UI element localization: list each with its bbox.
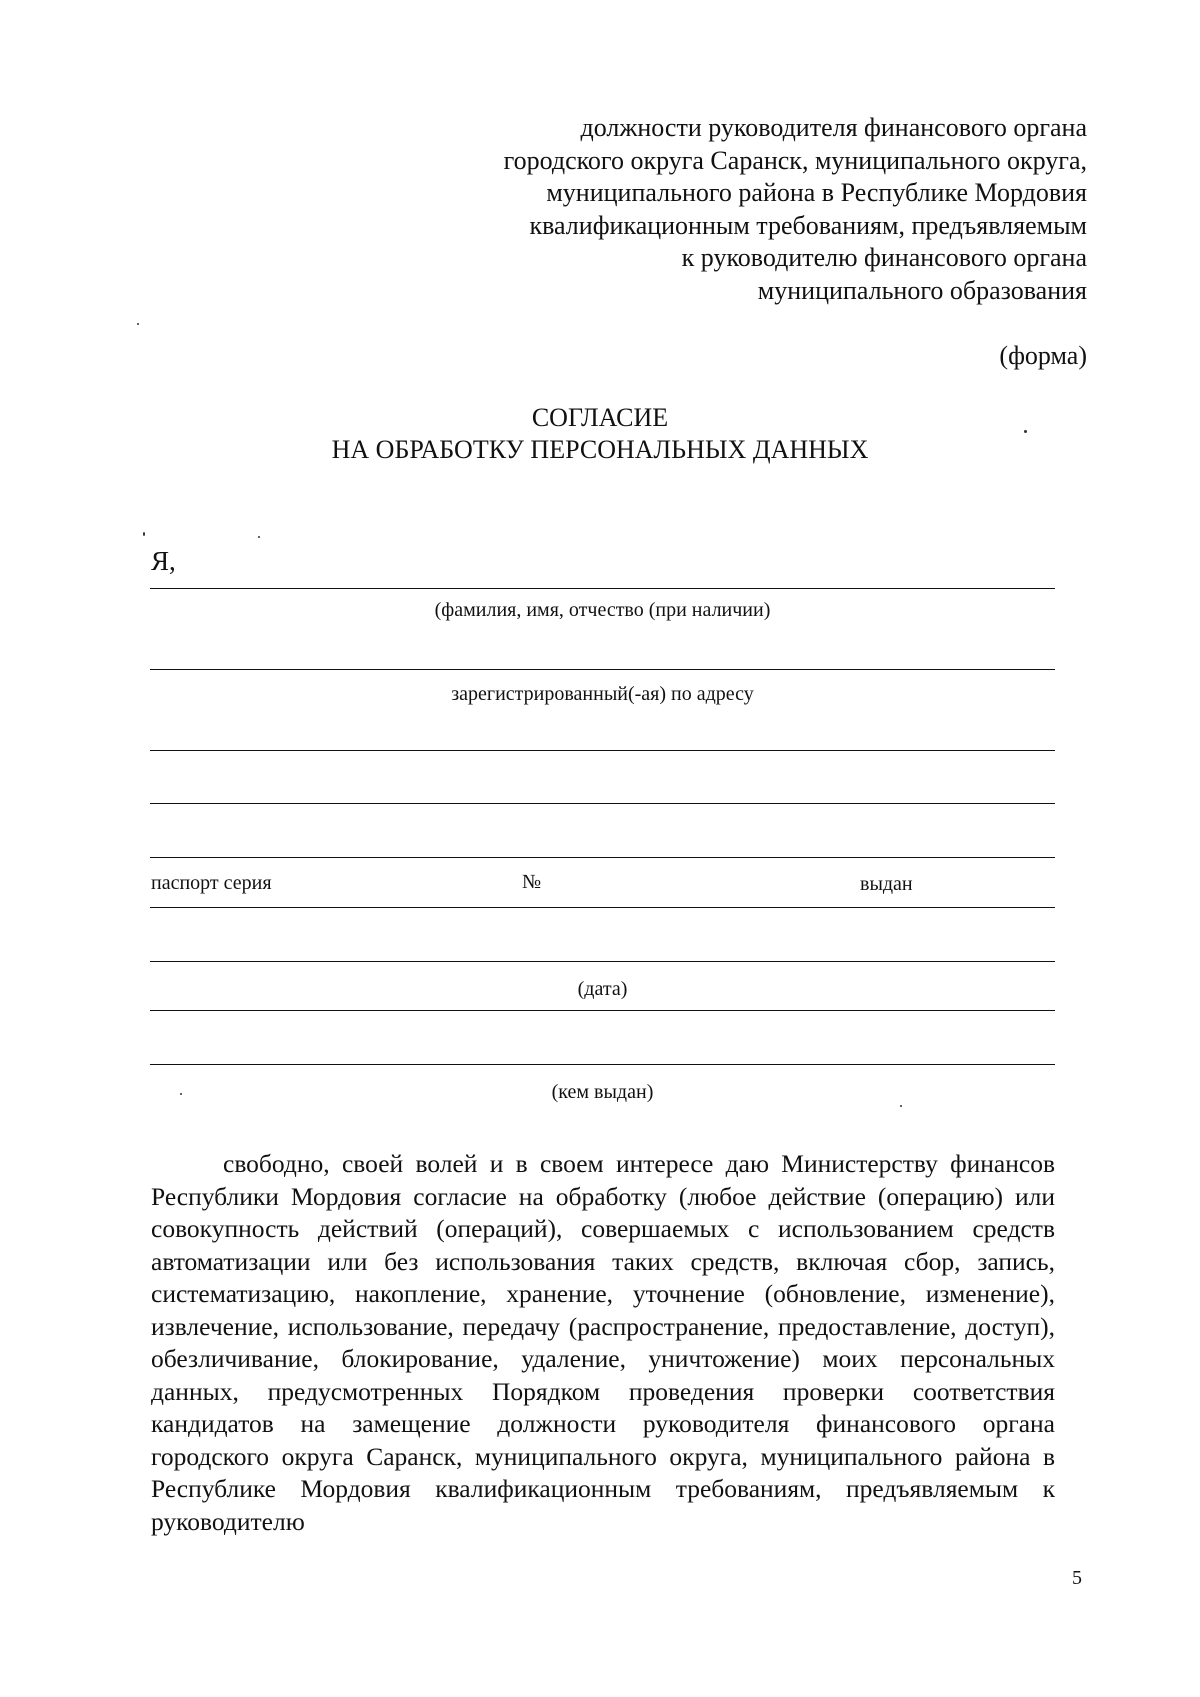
address-input-line-1[interactable] xyxy=(150,669,1055,670)
issued-by-caption: (кем выдан) xyxy=(551,1081,654,1103)
scan-speck xyxy=(900,1105,902,1107)
document-title xyxy=(0,402,1200,466)
address-input-line-2[interactable] xyxy=(150,750,1055,751)
scan-speck xyxy=(258,536,260,538)
passport-series-label: паспорт серия xyxy=(151,872,272,894)
scan-speck xyxy=(1024,430,1027,433)
scan-speck xyxy=(180,1093,182,1095)
title-line-1: СОГЛАСИЕ xyxy=(531,403,669,432)
address-input-line-4[interactable] xyxy=(150,857,1055,858)
issued-label: выдан xyxy=(860,873,913,895)
ya-label: Я, xyxy=(151,546,176,576)
address-input-line-3[interactable] xyxy=(150,803,1055,804)
header-line: городского округа Саранск, муниципального округа, xyxy=(503,145,1087,175)
form-label: (форма) xyxy=(999,341,1087,370)
date-input-line[interactable] xyxy=(150,961,1055,962)
consent-paragraph: свободно, своей волей и в своем интересе даю Министерству финансов Республики Мордовия согласие на обработку (любое действие (операцию) или совокупность действий (операций), совершаемых с использованием средств автоматизации или без использования таких средств, включая сбор, запись, систематизацию, накопление, хранение, уточнение (обновление, изменение), извлечение, использование, передачу (распространение, предоставление, доступ), обезличивание, блокирование, удаление, уничтожение) моих персональных данных, предусмотренных Порядком проведения проверки соответствия кандидатов на замещение должности руководителя финансового органа городского округа Саранск, муниципального округа, муниципального района в Республике Мордовия квалификационным требованиям, предъявляемым к руководителю xyxy=(151,1149,1055,1536)
scan-speck xyxy=(143,532,145,536)
header-block xyxy=(504,112,1087,307)
date-caption: (дата) xyxy=(577,978,628,1000)
title-line-2: НА ОБРАБОТКУ ПЕРСОНАЛЬНЫХ ДАННЫХ xyxy=(331,435,869,464)
header-line: должности руководителя финансового органа xyxy=(580,113,1087,142)
issued-by-input-line-2[interactable] xyxy=(150,1064,1055,1065)
scan-speck xyxy=(137,323,139,325)
page-number: 5 xyxy=(1072,1567,1082,1589)
passport-number-label: № xyxy=(522,871,542,893)
passport-input-line[interactable] xyxy=(150,907,1055,908)
issued-by-input-line-1[interactable] xyxy=(150,1010,1055,1011)
header-line: квалификационным требованиям, предъявляемым xyxy=(529,210,1087,240)
address-caption: зарегистрированный(-ая) по адресу xyxy=(451,683,754,705)
fio-input-line[interactable] xyxy=(150,588,1055,589)
header-line: к руководителю финансового органа xyxy=(681,243,1087,272)
fio-caption: (фамилия, имя, отчество (при наличии) xyxy=(434,599,771,621)
header-line: муниципального района в Республике Мордовия xyxy=(546,178,1087,207)
header-line: муниципального образования xyxy=(757,275,1087,305)
